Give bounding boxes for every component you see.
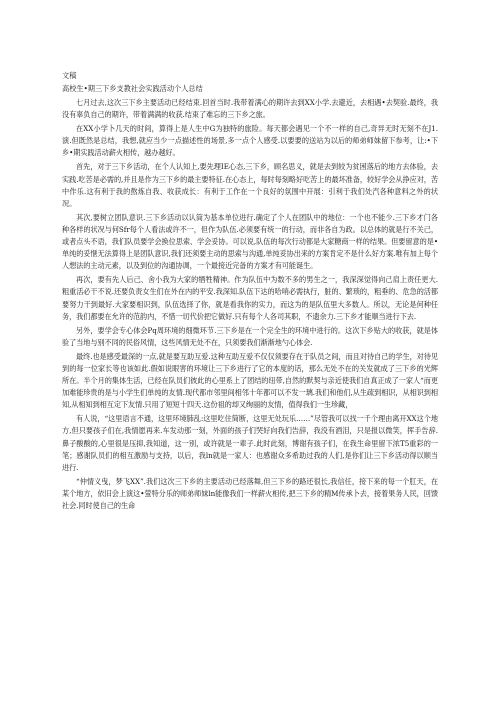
document-page xyxy=(62,70,438,514)
document-label: 文稿 xyxy=(62,71,77,80)
paragraph: 最终.也是感受最深的一点,就是要互助互爱.这种互助互爱不仅仅须要存在于队员之间，而且对待自己的学生，对待见到的每一位家长等也该如此.假如说眼害的环境让三下乡进行了它的本度的话，那么无处不在的关发就成了三下乡的光辉所在。半个月的集体生活，已经在队员们彼此的心里系上了团结的纽带,自然的默契与亲近使我们自真正成了一家人“而更加难能珍贵的是与小学生们单纯的友情.现代都市邻里间相邻十年都可以不发一璃.我们和他们,从生疏到相识，从相识到相知,从相知到相互定下友情.只用了短短十四天.这份祖的却又绚丽的友情，值得我们一生珍藏， xyxy=(62,351,438,410)
document-title: 高校生•期三下乡支教社会实践活动个人总结 xyxy=(62,84,203,93)
paragraph: 七月过去,这次三下乡主要活动已经结束.回首当时.我带着满心的期许去到XX小学.去避近，去相遇•去契验.最终，我没有辜负自己的期许，带着满满的收获.结束了难忘的三下乡之旅。 xyxy=(62,98,438,120)
paragraph: 再次，要有先人后己、舍小我为大家的牺牲精神。作为队伍中为数不多的男生之一，我深深觉得向己肩上责任更大.粗重活必干不说.还要负责女生们在外在内的平安.我深知.队伍下达的哈哨必需执行，脏的、繁琐的，粗垂的、危急的活都要努力干到最好.大家要相识到，队伍选择了你，就是看我你的实力，而这为的是队伍里大多数人。所以，无论是何种任务，我们都要在允许的范韵内，不惜一切代价把它做好.只有每个人各司其职，不遗余力.三下乡才能顺当进行下去. xyxy=(62,275,438,321)
document-body xyxy=(62,97,438,512)
paragraph: “仲情义曳，梦飞XX”.我们这次三下乡的主要活动已经落舞,但三下乡的路还很长,我信任，接下来的每一个肛天，在某个地方，依旧会上演这•萤特分乐的师弟师妹ln能像我们一样薪火相传,把三下乡的精M传承卜去，接着果务人民，回馈社会.同时使自己的生命 xyxy=(62,476,438,510)
paragraph: 有人说，“这里语言不通，这里环境肺乱:这里吃住简断，这里无处玩乐……”尽管我可以找一千个理由离开XX这个地方,但只要孩子们在,我情愿再来.车发动那一刻，外面的孩子们哭好向我们告辞，我没有酒泪，只是报以微笑，挥手告辞.鼻子酸酸的,心里很是压抑,我知道，这一别，或许就是一辈子.此时此刻，博谢有孩子们，在我生命里留下浓T5重彩的一笔；感谢队员们的相互激励与支持，以后，我ln就是一家人：也感谢众多希助过我的人们,是你们让三下乡活动得以顺当进行. xyxy=(62,414,438,472)
paragraph: 另外，要学会专心体会Pq周环境的细微环节.三下乡是在一个完全生的环境中进行的。这次下乡贴大的收获，就是体验了当地与别不同的民俗风情，这些风情无处不在，只须要我们渐渐地勺心体会. xyxy=(62,325,438,347)
paragraph: 其次,要树立团队意识.三下乡活动以认筒为基本单位进行.确定了个人在团队中的地位：一个也不能少.三下乡才门各种各样的状况与何Sfr每个人看法或许不一，但作为队伍.必须要有统一的行动，而非各自为政。以总体的就是行不关己，或者点头不语，我们队员要学会换位思索、学会妥协。可以说,队伍的每次行动都是大家糖商一样的结果。但要留意的是•单纯的妥惬无法算得上是团队意识,我们还须要主动的思索与沟通,单纯妥协出来的方案肯定不是什么好方案.唯有加上每个人想法的主动元素，以及到位的沟通协调，一个最接近完备的方案才有可能诞生。 xyxy=(62,212,438,271)
paragraph: 首先，对于三下乡活动，在个人认知上,要先理IE心态,三下乡，顾名思义，就是去到较为贫困落后的地方去体验，去实践.吃苦是必需的,并且是作为三下乡的最主要特征.在心态上，每时每刻略好吃苦上的最坏准备，较好学会从挣应对，苦中作乐.这有利于我的熬炼自我、收获成长：有利于工作在一个良好的氛围中开展：引利于我们处汽各种意料之外的状况。 xyxy=(62,162,438,208)
paragraph: 在XX小学卜几天的时间，算得上是人生中G为独特的旅险。每天都会遇见一个不一样的自己,奇异无时无刻不在J1.演.但既然是总结，我想,就应当少一点描述性的场景,多一点个人感受.以要要的送站为以后的师弟师妹留下参考，让:•下乡•期实践活动薪火相传，越办越好。 xyxy=(62,124,438,158)
